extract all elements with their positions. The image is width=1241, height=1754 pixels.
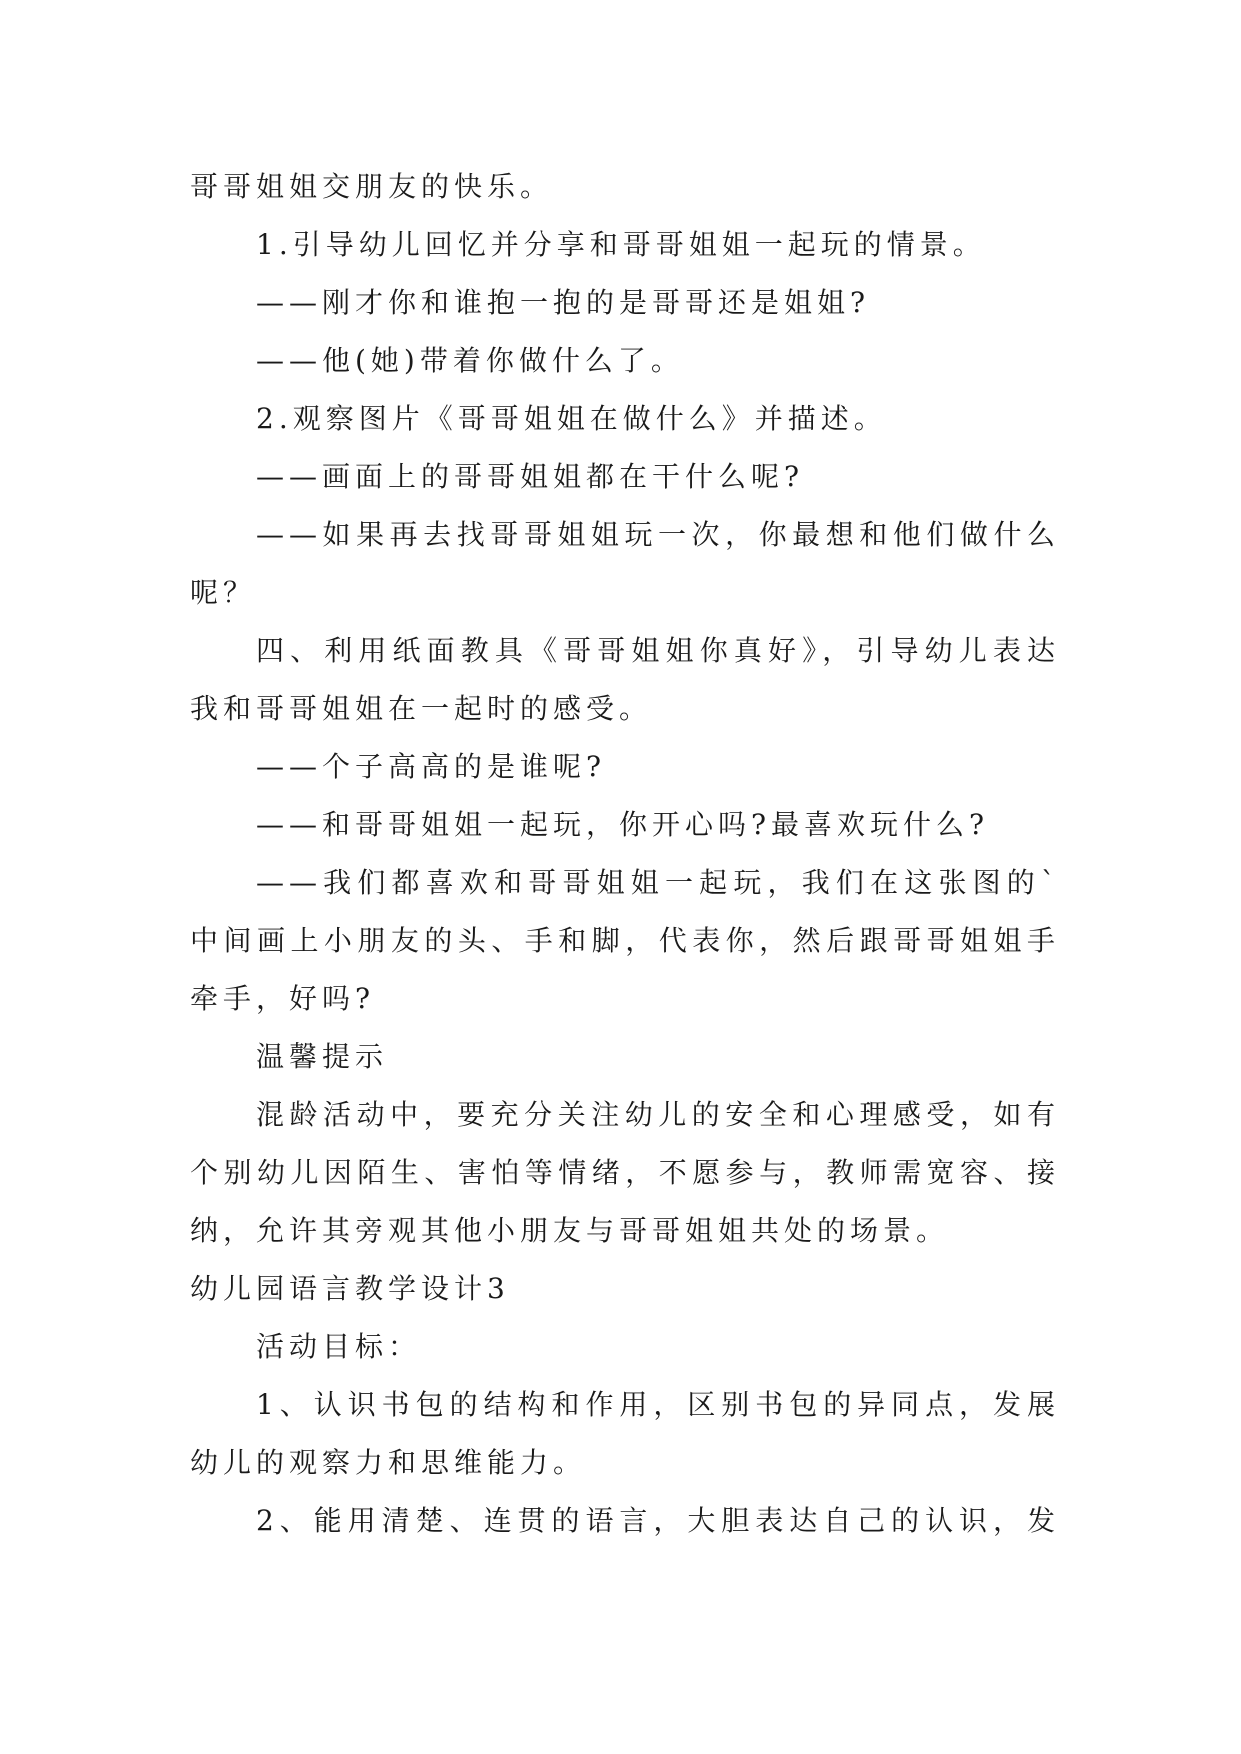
section-heading: 活动目标： (256, 1330, 422, 1363)
text-line: 中间画上小朋友的头、手和脚，代表你，然后跟哥哥姐姐手 (190, 924, 1060, 957)
text-line: 1.引导幼儿回忆并分享和哥哥姐姐一起玩的情景。 (256, 228, 986, 261)
text-line: 纳，允许其旁观其他小朋友与哥哥姐姐共处的场景。 (190, 1214, 950, 1247)
section-title: 幼儿园语言教学设计3 (190, 1272, 510, 1305)
text-line: 幼儿的观察力和思维能力。 (190, 1446, 587, 1479)
text-line: 1、认识书包的结构和作用，区别书包的异同点，发展 (256, 1388, 1060, 1421)
text-line: 2、能用清楚、连贯的语言，大胆表达自己的认识，发 (256, 1504, 1060, 1537)
text-line: 四、利用纸面教具《哥哥姐姐你真好》，引导幼儿表达 (256, 634, 1060, 667)
document-body (190, 158, 1060, 1550)
text-line: 牵手，好吗? (190, 982, 376, 1015)
text-line: ——他(她)带着你做什么了。 (256, 344, 684, 377)
text-line: 我和哥哥姐姐在一起时的感受。 (190, 692, 653, 725)
text-line: 混龄活动中，要充分关注幼儿的安全和心理感受，如有 (256, 1098, 1060, 1131)
text-line: 哥哥姐姐交朋友的快乐。 (190, 170, 554, 203)
text-line: ——如果再去找哥哥姐姐玩一次，你最想和他们做什么 (256, 518, 1060, 551)
text-line: ——和哥哥姐姐一起玩，你开心吗?最喜欢玩什么? (256, 808, 990, 841)
text-line: 呢？ (190, 576, 257, 609)
text-line: 个别幼儿因陌生、害怕等情绪，不愿参与，教师需宽容、接 (190, 1156, 1060, 1189)
text-line: ——我们都喜欢和哥哥姐姐一起玩，我们在这张图的` (256, 866, 1060, 899)
text-line: ——刚才你和谁抱一抱的是哥哥还是姐姐? (256, 286, 871, 319)
text-line: ——画面上的哥哥姐姐都在干什么呢? (256, 460, 805, 493)
text-line: 2.观察图片《哥哥姐姐在做什么》并描述。 (256, 402, 887, 435)
text-line: ——个子高高的是谁呢? (256, 750, 607, 783)
section-heading: 温馨提示 (256, 1040, 389, 1073)
